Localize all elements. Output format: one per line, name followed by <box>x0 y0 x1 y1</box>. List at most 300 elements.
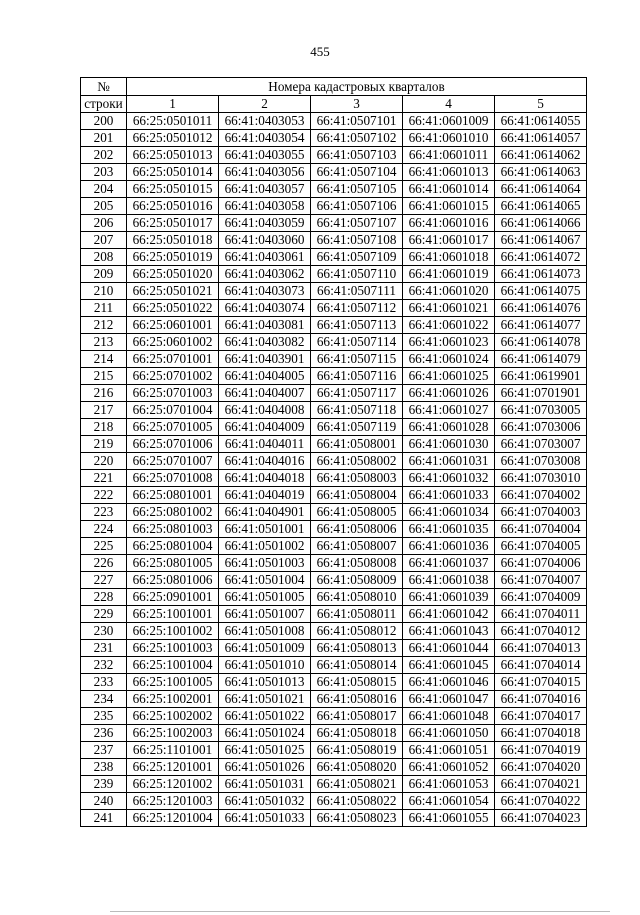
cadastral-number-col-2: 66:41:0403081 <box>219 317 311 334</box>
cadastral-number-col-5: 66:41:0704023 <box>495 810 587 827</box>
cadastral-number-col-3: 66:41:0508006 <box>311 521 403 538</box>
table-header <box>81 78 587 113</box>
cadastral-number-col-2: 66:41:0404011 <box>219 436 311 453</box>
cadastral-number-col-5: 66:41:0704018 <box>495 725 587 742</box>
cadastral-number-col-2: 66:41:0501010 <box>219 657 311 674</box>
cadastral-number-col-2: 66:41:0501001 <box>219 521 311 538</box>
cadastral-number-col-4: 66:41:0601018 <box>403 249 495 266</box>
cadastral-number-col-2: 66:41:0404019 <box>219 487 311 504</box>
table-row <box>81 521 587 538</box>
cadastral-number-col-1: 66:25:0801002 <box>127 504 219 521</box>
cadastral-number-col-4: 66:41:0601013 <box>403 164 495 181</box>
cadastral-number-col-3: 66:41:0508019 <box>311 742 403 759</box>
cadastral-number-col-3: 66:41:0507118 <box>311 402 403 419</box>
cadastral-number-col-3: 66:41:0508016 <box>311 691 403 708</box>
row-number: 239 <box>81 776 127 793</box>
cadastral-number-col-3: 66:41:0508022 <box>311 793 403 810</box>
cadastral-number-col-4: 66:41:0601055 <box>403 810 495 827</box>
table-row <box>81 130 587 147</box>
cadastral-number-col-1: 66:25:1201001 <box>127 759 219 776</box>
cadastral-number-col-1: 66:25:1001005 <box>127 674 219 691</box>
table-row <box>81 708 587 725</box>
table-row <box>81 725 587 742</box>
cadastral-number-col-3: 66:41:0507119 <box>311 419 403 436</box>
cadastral-number-col-5: 66:41:0614062 <box>495 147 587 164</box>
cadastral-number-col-3: 66:41:0508005 <box>311 504 403 521</box>
cadastral-number-col-1: 66:25:1001002 <box>127 623 219 640</box>
row-number: 213 <box>81 334 127 351</box>
row-number: 224 <box>81 521 127 538</box>
cadastral-number-col-2: 66:41:0501033 <box>219 810 311 827</box>
cadastral-number-col-5: 66:41:0614076 <box>495 300 587 317</box>
cadastral-number-col-4: 66:41:0601053 <box>403 776 495 793</box>
cadastral-number-col-5: 66:41:0614064 <box>495 181 587 198</box>
row-number: 216 <box>81 385 127 402</box>
cadastral-number-col-4: 66:41:0601021 <box>403 300 495 317</box>
cadastral-number-col-3: 66:41:0507112 <box>311 300 403 317</box>
row-number: 210 <box>81 283 127 300</box>
table-row <box>81 674 587 691</box>
cadastral-number-col-5: 66:41:0703007 <box>495 436 587 453</box>
cadastral-number-col-2: 66:41:0501021 <box>219 691 311 708</box>
table-row <box>81 436 587 453</box>
row-number: 212 <box>81 317 127 334</box>
row-number: 223 <box>81 504 127 521</box>
page-bottom-edge <box>110 911 610 912</box>
cadastral-number-col-4: 66:41:0601045 <box>403 657 495 674</box>
cadastral-number-col-4: 66:41:0601009 <box>403 113 495 130</box>
cadastral-number-col-4: 66:41:0601037 <box>403 555 495 572</box>
row-number: 233 <box>81 674 127 691</box>
cadastral-number-col-3: 66:41:0507111 <box>311 283 403 300</box>
cadastral-number-col-5: 66:41:0701901 <box>495 385 587 402</box>
cadastral-number-col-2: 66:41:0404005 <box>219 368 311 385</box>
table-row <box>81 623 587 640</box>
cadastral-number-col-3: 66:41:0507114 <box>311 334 403 351</box>
row-number: 206 <box>81 215 127 232</box>
cadastral-number-col-3: 66:41:0508020 <box>311 759 403 776</box>
cadastral-number-col-4: 66:41:0601015 <box>403 198 495 215</box>
cadastral-number-col-3: 66:41:0508017 <box>311 708 403 725</box>
cadastral-number-col-1: 66:25:0501011 <box>127 113 219 130</box>
cadastral-number-col-4: 66:41:0601036 <box>403 538 495 555</box>
header-row-title <box>81 78 587 96</box>
cadastral-number-col-3: 66:41:0508002 <box>311 453 403 470</box>
cadastral-number-col-1: 66:25:0501019 <box>127 249 219 266</box>
cadastral-number-col-3: 66:41:0508001 <box>311 436 403 453</box>
cadastral-number-col-4: 66:41:0601038 <box>403 572 495 589</box>
cadastral-number-col-3: 66:41:0507117 <box>311 385 403 402</box>
cadastral-number-col-2: 66:41:0403062 <box>219 266 311 283</box>
table-row <box>81 300 587 317</box>
cadastral-number-col-1: 66:25:0501012 <box>127 130 219 147</box>
table-row <box>81 198 587 215</box>
cadastral-number-col-1: 66:25:1201004 <box>127 810 219 827</box>
row-number: 201 <box>81 130 127 147</box>
header-row-columns <box>81 96 587 113</box>
cadastral-number-col-4: 66:41:0601050 <box>403 725 495 742</box>
table-row <box>81 453 587 470</box>
cadastral-number-col-5: 66:41:0704009 <box>495 589 587 606</box>
table-row <box>81 249 587 266</box>
cadastral-number-col-1: 66:25:0501013 <box>127 147 219 164</box>
cadastral-number-col-1: 66:25:1101001 <box>127 742 219 759</box>
cadastral-number-col-4: 66:41:0601044 <box>403 640 495 657</box>
cadastral-number-col-5: 66:41:0704002 <box>495 487 587 504</box>
cadastral-number-col-3: 66:41:0507115 <box>311 351 403 368</box>
cadastral-number-col-4: 66:41:0601034 <box>403 504 495 521</box>
cadastral-number-col-2: 66:41:0403061 <box>219 249 311 266</box>
cadastral-number-col-4: 66:41:0601052 <box>403 759 495 776</box>
table-row <box>81 538 587 555</box>
cadastral-number-col-2: 66:41:0403058 <box>219 198 311 215</box>
row-number: 202 <box>81 147 127 164</box>
cadastral-number-col-3: 66:41:0508007 <box>311 538 403 555</box>
row-number: 219 <box>81 436 127 453</box>
cadastral-number-col-1: 66:25:0501017 <box>127 215 219 232</box>
row-number: 228 <box>81 589 127 606</box>
cadastral-number-col-4: 66:41:0601043 <box>403 623 495 640</box>
cadastral-number-col-1: 66:25:1002001 <box>127 691 219 708</box>
cadastral-number-col-4: 66:41:0601026 <box>403 385 495 402</box>
cadastral-number-col-2: 66:41:0403073 <box>219 283 311 300</box>
cadastral-number-col-5: 66:41:0704021 <box>495 776 587 793</box>
cadastral-number-col-2: 66:41:0501026 <box>219 759 311 776</box>
cadastral-number-col-2: 66:41:0501031 <box>219 776 311 793</box>
table-row <box>81 164 587 181</box>
cadastral-number-col-1: 66:25:0501021 <box>127 283 219 300</box>
row-number: 238 <box>81 759 127 776</box>
table-row <box>81 351 587 368</box>
cadastral-number-col-5: 66:41:0703010 <box>495 470 587 487</box>
row-number: 215 <box>81 368 127 385</box>
cadastral-number-col-5: 66:41:0704020 <box>495 759 587 776</box>
cadastral-number-col-1: 66:25:0501016 <box>127 198 219 215</box>
cadastral-number-col-3: 66:41:0507113 <box>311 317 403 334</box>
cadastral-number-col-5: 66:41:0704017 <box>495 708 587 725</box>
table-row <box>81 504 587 521</box>
cadastral-number-col-1: 66:25:0501020 <box>127 266 219 283</box>
cadastral-number-col-2: 66:41:0501024 <box>219 725 311 742</box>
row-number: 237 <box>81 742 127 759</box>
cadastral-number-col-1: 66:25:0701004 <box>127 402 219 419</box>
row-number: 203 <box>81 164 127 181</box>
cadastral-number-col-2: 66:41:0403074 <box>219 300 311 317</box>
header-column-number: 1 <box>127 96 219 113</box>
cadastral-number-col-3: 66:41:0508009 <box>311 572 403 589</box>
table-row <box>81 402 587 419</box>
table-row <box>81 555 587 572</box>
cadastral-number-col-2: 66:41:0404008 <box>219 402 311 419</box>
cadastral-number-col-5: 66:41:0704006 <box>495 555 587 572</box>
cadastral-number-col-5: 66:41:0614073 <box>495 266 587 283</box>
cadastral-number-col-4: 66:41:0601032 <box>403 470 495 487</box>
cadastral-number-col-5: 66:41:0704011 <box>495 606 587 623</box>
cadastral-number-col-2: 66:41:0404009 <box>219 419 311 436</box>
cadastral-number-col-5: 66:41:0614078 <box>495 334 587 351</box>
table-row <box>81 419 587 436</box>
cadastral-number-col-5: 66:41:0704005 <box>495 538 587 555</box>
cadastral-number-col-5: 66:41:0704004 <box>495 521 587 538</box>
cadastral-number-col-1: 66:25:0701006 <box>127 436 219 453</box>
table-row <box>81 793 587 810</box>
cadastral-number-col-4: 66:41:0601042 <box>403 606 495 623</box>
table-row <box>81 113 587 130</box>
cadastral-number-col-3: 66:41:0508010 <box>311 589 403 606</box>
table-row <box>81 470 587 487</box>
cadastral-number-col-3: 66:41:0508023 <box>311 810 403 827</box>
row-number: 226 <box>81 555 127 572</box>
table-row <box>81 317 587 334</box>
cadastral-number-col-4: 66:41:0601025 <box>403 368 495 385</box>
cadastral-number-col-1: 66:25:0801005 <box>127 555 219 572</box>
cadastral-number-col-4: 66:41:0601028 <box>403 419 495 436</box>
table-row <box>81 215 587 232</box>
cadastral-number-col-5: 66:41:0614065 <box>495 198 587 215</box>
cadastral-number-col-1: 66:25:0801001 <box>127 487 219 504</box>
cadastral-number-col-3: 66:41:0507105 <box>311 181 403 198</box>
header-no-label: № <box>81 78 127 96</box>
header-column-number: 4 <box>403 96 495 113</box>
table-row <box>81 232 587 249</box>
row-number: 234 <box>81 691 127 708</box>
header-row-label: строки <box>81 96 127 113</box>
cadastral-number-col-3: 66:41:0507101 <box>311 113 403 130</box>
cadastral-number-col-5: 66:41:0614067 <box>495 232 587 249</box>
page-number: 455 <box>310 44 330 59</box>
cadastral-number-col-1: 66:25:1002002 <box>127 708 219 725</box>
cadastral-number-col-2: 66:41:0501032 <box>219 793 311 810</box>
cadastral-number-col-3: 66:41:0508014 <box>311 657 403 674</box>
cadastral-number-col-1: 66:25:0501014 <box>127 164 219 181</box>
cadastral-number-col-5: 66:41:0704016 <box>495 691 587 708</box>
row-number: 222 <box>81 487 127 504</box>
cadastral-number-col-3: 66:41:0508012 <box>311 623 403 640</box>
cadastral-number-col-1: 66:25:0801004 <box>127 538 219 555</box>
cadastral-number-col-5: 66:41:0704015 <box>495 674 587 691</box>
cadastral-number-col-4: 66:41:0601019 <box>403 266 495 283</box>
cadastral-number-col-2: 66:41:0403057 <box>219 181 311 198</box>
cadastral-number-col-2: 66:41:0501009 <box>219 640 311 657</box>
cadastral-number-col-2: 66:41:0403053 <box>219 113 311 130</box>
cadastral-number-col-3: 66:41:0508018 <box>311 725 403 742</box>
cadastral-number-col-5: 66:41:0619901 <box>495 368 587 385</box>
row-number: 211 <box>81 300 127 317</box>
table-row <box>81 640 587 657</box>
cadastral-number-col-4: 66:41:0601017 <box>403 232 495 249</box>
row-number: 208 <box>81 249 127 266</box>
cadastral-number-col-3: 66:41:0507110 <box>311 266 403 283</box>
table-row <box>81 810 587 827</box>
cadastral-number-col-4: 66:41:0601016 <box>403 215 495 232</box>
row-number: 235 <box>81 708 127 725</box>
cadastral-number-col-4: 66:41:0601054 <box>403 793 495 810</box>
cadastral-number-col-5: 66:41:0614055 <box>495 113 587 130</box>
cadastral-number-col-3: 66:41:0508013 <box>311 640 403 657</box>
cadastral-number-col-1: 66:25:0701001 <box>127 351 219 368</box>
cadastral-number-col-2: 66:41:0403060 <box>219 232 311 249</box>
cadastral-number-col-4: 66:41:0601030 <box>403 436 495 453</box>
cadastral-number-col-3: 66:41:0507103 <box>311 147 403 164</box>
row-number: 241 <box>81 810 127 827</box>
cadastral-number-col-5: 66:41:0704019 <box>495 742 587 759</box>
table-row <box>81 147 587 164</box>
cadastral-number-col-5: 66:41:0704013 <box>495 640 587 657</box>
cadastral-number-col-1: 66:25:0701005 <box>127 419 219 436</box>
row-number: 236 <box>81 725 127 742</box>
cadastral-number-col-2: 66:41:0404901 <box>219 504 311 521</box>
cadastral-number-col-4: 66:41:0601035 <box>403 521 495 538</box>
row-number: 227 <box>81 572 127 589</box>
cadastral-number-col-2: 66:41:0403901 <box>219 351 311 368</box>
cadastral-number-col-3: 66:41:0508008 <box>311 555 403 572</box>
table-body <box>81 113 587 827</box>
row-number: 232 <box>81 657 127 674</box>
cadastral-number-col-5: 66:41:0704012 <box>495 623 587 640</box>
cadastral-number-col-1: 66:25:0801006 <box>127 572 219 589</box>
cadastral-number-col-3: 66:41:0507104 <box>311 164 403 181</box>
table-row <box>81 606 587 623</box>
row-number: 225 <box>81 538 127 555</box>
cadastral-number-col-1: 66:25:0501022 <box>127 300 219 317</box>
cadastral-number-col-1: 66:25:0901001 <box>127 589 219 606</box>
header-column-number: 3 <box>311 96 403 113</box>
cadastral-number-col-1: 66:25:1201003 <box>127 793 219 810</box>
cadastral-number-col-3: 66:41:0507102 <box>311 130 403 147</box>
cadastral-number-col-2: 66:41:0501008 <box>219 623 311 640</box>
cadastral-number-col-3: 66:41:0508021 <box>311 776 403 793</box>
row-number: 220 <box>81 453 127 470</box>
row-number: 209 <box>81 266 127 283</box>
cadastral-number-col-1: 66:25:1001003 <box>127 640 219 657</box>
table-row <box>81 334 587 351</box>
cadastral-number-col-5: 66:41:0614057 <box>495 130 587 147</box>
cadastral-number-col-1: 66:25:1001004 <box>127 657 219 674</box>
table-row <box>81 742 587 759</box>
table-row <box>81 385 587 402</box>
cadastral-number-col-2: 66:41:0404018 <box>219 470 311 487</box>
row-number: 218 <box>81 419 127 436</box>
cadastral-number-col-2: 66:41:0404007 <box>219 385 311 402</box>
cadastral-number-col-3: 66:41:0507107 <box>311 215 403 232</box>
cadastral-number-col-5: 66:41:0614063 <box>495 164 587 181</box>
cadastral-number-col-4: 66:41:0601023 <box>403 334 495 351</box>
cadastral-number-col-2: 66:41:0501007 <box>219 606 311 623</box>
cadastral-number-col-5: 66:41:0703008 <box>495 453 587 470</box>
cadastral-number-col-2: 66:41:0501004 <box>219 572 311 589</box>
header-column-number: 2 <box>219 96 311 113</box>
row-number: 200 <box>81 113 127 130</box>
cadastral-number-col-4: 66:41:0601047 <box>403 691 495 708</box>
row-number: 221 <box>81 470 127 487</box>
table-row <box>81 657 587 674</box>
cadastral-number-col-4: 66:41:0601020 <box>403 283 495 300</box>
table-row <box>81 589 587 606</box>
cadastral-number-col-5: 66:41:0703006 <box>495 419 587 436</box>
cadastral-number-col-5: 66:41:0614077 <box>495 317 587 334</box>
cadastral-number-col-4: 66:41:0601031 <box>403 453 495 470</box>
cadastral-number-col-3: 66:41:0508011 <box>311 606 403 623</box>
cadastral-number-col-4: 66:41:0601048 <box>403 708 495 725</box>
cadastral-number-col-1: 66:25:0701003 <box>127 385 219 402</box>
cadastral-number-col-1: 66:25:1002003 <box>127 725 219 742</box>
cadastral-number-col-4: 66:41:0601010 <box>403 130 495 147</box>
cadastral-number-col-4: 66:41:0601039 <box>403 589 495 606</box>
cadastral-number-col-4: 66:41:0601027 <box>403 402 495 419</box>
cadastral-number-col-1: 66:25:0701007 <box>127 453 219 470</box>
cadastral-number-col-2: 66:41:0501005 <box>219 589 311 606</box>
cadastral-number-col-3: 66:41:0508015 <box>311 674 403 691</box>
row-number: 230 <box>81 623 127 640</box>
cadastral-number-col-2: 66:41:0501013 <box>219 674 311 691</box>
cadastral-number-col-4: 66:41:0601014 <box>403 181 495 198</box>
table-row <box>81 487 587 504</box>
cadastral-number-col-2: 66:41:0403056 <box>219 164 311 181</box>
header-column-number: 5 <box>495 96 587 113</box>
table-row <box>81 776 587 793</box>
cadastral-number-col-3: 66:41:0507108 <box>311 232 403 249</box>
table-row <box>81 368 587 385</box>
cadastral-number-col-3: 66:41:0507116 <box>311 368 403 385</box>
cadastral-number-col-1: 66:25:1001001 <box>127 606 219 623</box>
row-number: 240 <box>81 793 127 810</box>
cadastral-number-col-5: 66:41:0704003 <box>495 504 587 521</box>
cadastral-number-col-2: 66:41:0403054 <box>219 130 311 147</box>
cadastral-number-col-2: 66:41:0501022 <box>219 708 311 725</box>
cadastral-number-col-2: 66:41:0403059 <box>219 215 311 232</box>
cadastral-number-col-2: 66:41:0403082 <box>219 334 311 351</box>
cadastral-number-col-5: 66:41:0614066 <box>495 215 587 232</box>
cadastral-number-col-2: 66:41:0404016 <box>219 453 311 470</box>
cadastral-number-col-3: 66:41:0507106 <box>311 198 403 215</box>
table-row <box>81 266 587 283</box>
table-row <box>81 181 587 198</box>
row-number: 205 <box>81 198 127 215</box>
cadastral-number-col-5: 66:41:0614079 <box>495 351 587 368</box>
cadastral-number-col-1: 66:25:0801003 <box>127 521 219 538</box>
cadastral-number-col-4: 66:41:0601051 <box>403 742 495 759</box>
cadastral-number-col-1: 66:25:0501015 <box>127 181 219 198</box>
cadastral-number-col-5: 66:41:0703005 <box>495 402 587 419</box>
cadastral-number-col-2: 66:41:0403055 <box>219 147 311 164</box>
cadastral-number-col-4: 66:41:0601024 <box>403 351 495 368</box>
cadastral-number-col-2: 66:41:0501002 <box>219 538 311 555</box>
table-row <box>81 572 587 589</box>
cadastral-number-col-1: 66:25:0601002 <box>127 334 219 351</box>
cadastral-number-col-2: 66:41:0501025 <box>219 742 311 759</box>
cadastral-number-col-5: 66:41:0704014 <box>495 657 587 674</box>
table-row <box>81 691 587 708</box>
cadastral-number-col-3: 66:41:0508003 <box>311 470 403 487</box>
cadastral-number-col-1: 66:25:0701002 <box>127 368 219 385</box>
cadastral-number-col-5: 66:41:0704022 <box>495 793 587 810</box>
cadastral-number-col-5: 66:41:0614072 <box>495 249 587 266</box>
cadastral-number-col-3: 66:41:0508004 <box>311 487 403 504</box>
row-number: 231 <box>81 640 127 657</box>
cadastral-number-col-1: 66:25:1201002 <box>127 776 219 793</box>
cadastral-number-col-4: 66:41:0601011 <box>403 147 495 164</box>
row-number: 217 <box>81 402 127 419</box>
table-row <box>81 759 587 776</box>
cadastral-number-col-4: 66:41:0601046 <box>403 674 495 691</box>
header-title: Номера кадастровых кварталов <box>127 78 587 96</box>
table-row <box>81 283 587 300</box>
row-number: 229 <box>81 606 127 623</box>
cadastral-quarters-table <box>80 77 587 827</box>
row-number: 214 <box>81 351 127 368</box>
row-number: 207 <box>81 232 127 249</box>
cadastral-number-col-5: 66:41:0614075 <box>495 283 587 300</box>
